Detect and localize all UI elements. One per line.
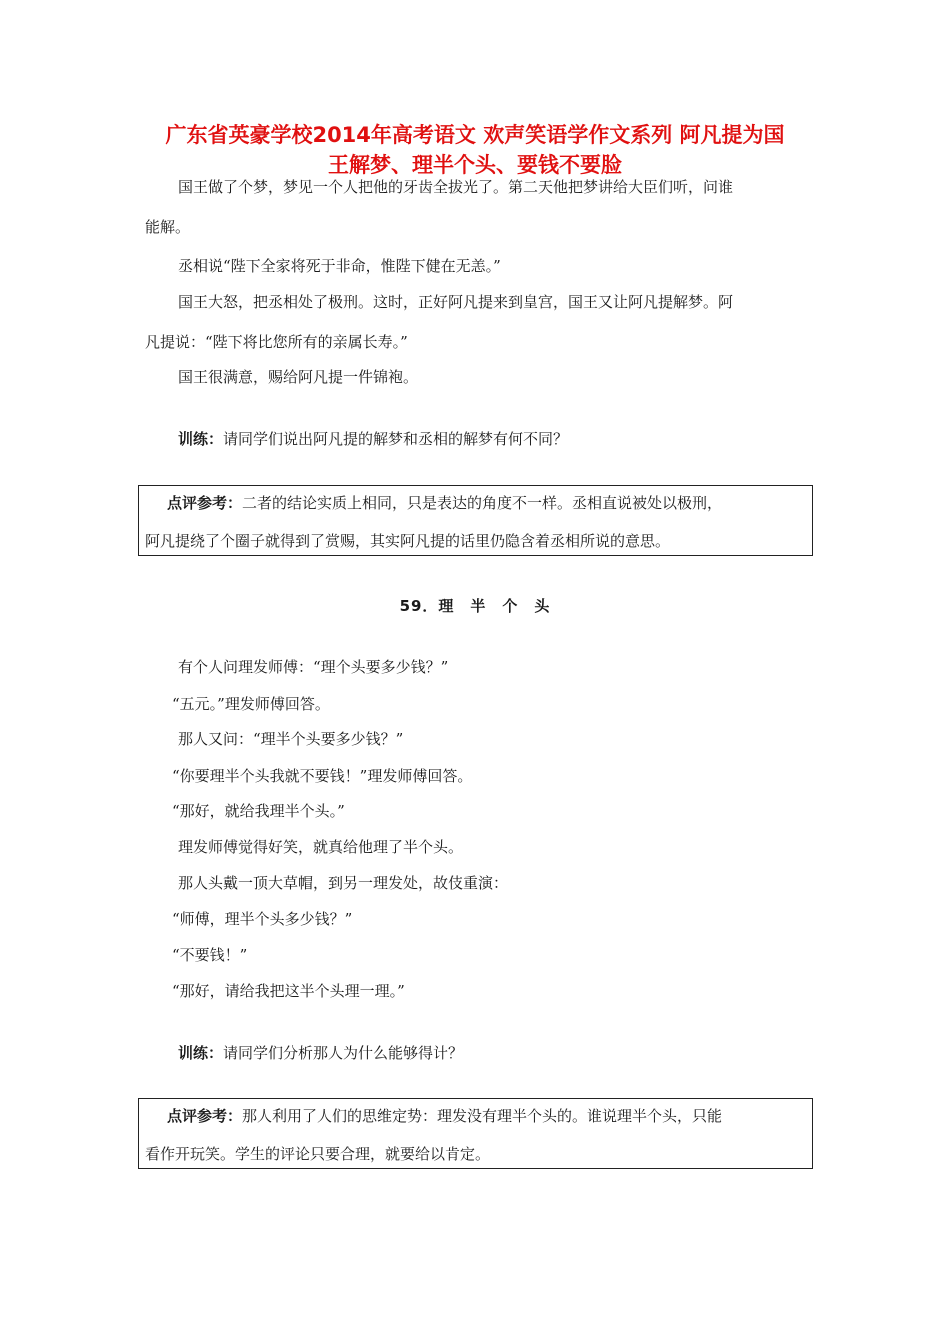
- review-text-2: 那人利用了人们的思维定势：理发没有理半个头的。谁说理半个头，只能: [242, 1107, 723, 1125]
- story1-paragraph-1-line-2: 能解。: [145, 218, 191, 236]
- story2-training: [178, 1042, 463, 1064]
- story1-review-box: [138, 485, 813, 556]
- story2-review-line-1: [167, 1105, 722, 1127]
- title-line-1: 广东省英豪学校2014年高考语文 欢声笑语学作文系列 阿凡提为国: [165, 123, 785, 147]
- story2-review-box: [138, 1098, 813, 1169]
- training-label: 训练：: [178, 430, 224, 448]
- review-label: 点评参考：: [167, 494, 243, 512]
- document-title: [140, 120, 810, 180]
- story2-line-7: 那人头戴一顶大草帽，到另一理发处，故伎重演：: [178, 874, 509, 892]
- story1-paragraph-3-line-2: 凡提说：“陛下将比您所有的亲属长寿。”: [145, 333, 408, 351]
- story2-review-line-2: 看作开玩笑。学生的评论只要合理，就要给以肯定。: [145, 1145, 491, 1163]
- review-text-1: 二者的结论实质上相同，只是表达的角度不一样。丞相直说被处以极刑，: [242, 494, 723, 512]
- story2-line-10: “那好，请给我把这半个头理一理。”: [172, 982, 405, 1000]
- story1-review-line-1: [167, 492, 722, 514]
- story2-line-2: “五元。”理发师傅回答。: [172, 695, 330, 713]
- section-heading-59: 59．理 半 个 头: [399, 597, 551, 615]
- story2-line-3: 那人又问：“理半个头要多少钱？”: [178, 730, 404, 748]
- training-text: 请同学们说出阿凡提的解梦和丞相的解梦有何不同？: [223, 430, 569, 448]
- story2-line-9: “不要钱！”: [172, 946, 248, 964]
- training-text-2: 请同学们分析那人为什么能够得计？: [223, 1044, 464, 1062]
- training-label-2: 训练：: [178, 1044, 224, 1062]
- story2-line-1: 有个人问理发师傅：“理个头要多少钱？”: [178, 658, 449, 676]
- story2-line-4: “你要理半个头我就不要钱！”理发师傅回答。: [172, 767, 473, 785]
- story1-paragraph-3-line-1: 国王大怒，把丞相处了极刑。这时，正好阿凡提来到皇宫，国王又让阿凡提解梦。阿: [178, 293, 734, 311]
- story1-paragraph-2: 丞相说“陛下全家将死于非命，惟陛下健在无恙。”: [178, 257, 501, 275]
- story2-line-6: 理发师傅觉得好笑，就真给他理了半个头。: [178, 838, 464, 856]
- title-line-2: 王解梦、理半个头、要钱不要脸: [328, 153, 622, 177]
- review-label-2: 点评参考：: [167, 1107, 243, 1125]
- story2-line-5: “那好，就给我理半个头。”: [172, 802, 345, 820]
- story1-review-line-2: 阿凡提绕了个圈子就得到了赏赐，其实阿凡提的话里仍隐含着丞相所说的意思。: [145, 532, 671, 550]
- story1-paragraph-1-line-1: 国王做了个梦，梦见一个人把他的牙齿全拔光了。第二天他把梦讲给大臣们听，问谁: [178, 178, 734, 196]
- story2-line-8: “师傅，理半个头多少钱？”: [172, 910, 353, 928]
- story1-training: [178, 428, 568, 450]
- story1-paragraph-4: 国王很满意，赐给阿凡提一件锦袍。: [178, 368, 419, 386]
